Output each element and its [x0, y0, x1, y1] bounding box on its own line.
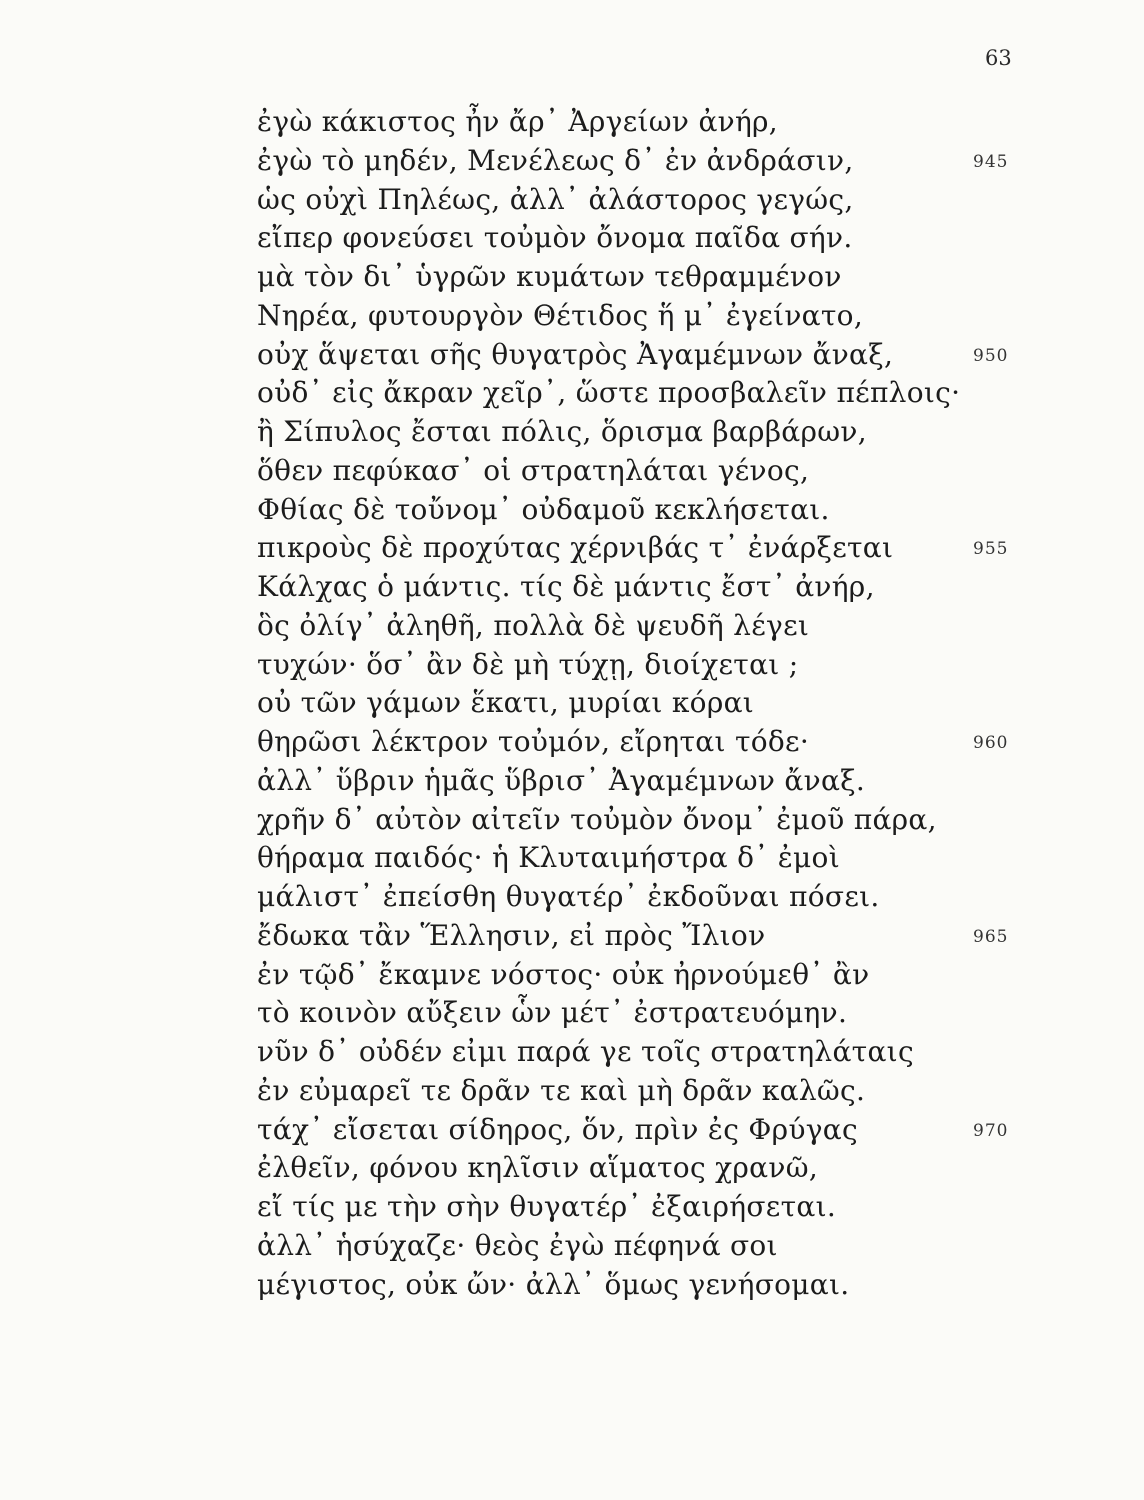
verse-line: ἐν εὐμαρεῖ τε δρᾶν τε καὶ μὴ δρᾶν καλῶς. [257, 1073, 866, 1107]
line-number: 965 [973, 926, 1009, 947]
verse-line: ἐν τῷδ᾽ ἔκαμνε νόστος· οὐκ ἠρνούμεθ᾽ ἂν [257, 957, 870, 991]
verse-line: οὐ τῶν γάμων ἕκατι, μυρίαι κόραι [257, 686, 755, 720]
verse-line: εἴ τίς με τὴν σὴν θυγατέρ᾽ ἐξαιρήσεται. [257, 1190, 837, 1223]
verse-line: οὐδ᾽ εἰς ἄκραν χεῖρ᾽, ὥστε προσβαλεῖν πέπλοις· [257, 376, 961, 410]
verse-line: τὸ κοινὸν αὔξειν ὧν μέτ᾽ ἐστρατευόμην. [257, 996, 848, 1030]
verse-line: τυχών· ὅσ᾽ ἂν δὲ μὴ τύχῃ, διοίχεται ; [257, 647, 799, 681]
verse-line: ἐλθεῖν, φόνου κηλῖσιν αἵματος χρανῶ, [257, 1151, 819, 1185]
page-number: 63 [985, 46, 1012, 70]
verse-line: ἀλλ᾽ ὕβριν ἡμᾶς ὕβρισ᾽ Ἀγαμέμνων ἄναξ. [257, 763, 866, 797]
line-number: 955 [973, 539, 1009, 560]
line-number: 970 [973, 1120, 1009, 1141]
verse-line: ὅθεν πεφύκασ᾽ οἱ στρατηλάται γένος, [257, 453, 810, 487]
verse-line: μέγιστος, οὐκ ὤν· ἀλλ᾽ ὅμως γενήσομαι. [257, 1267, 850, 1301]
verse-line: τάχ᾽ εἴσεται σίδηρος, ὅν, πρὶν ἐς Φρύγας [257, 1112, 858, 1146]
verse-line: οὐχ ἅψεται σῆς θυγατρὸς Ἀγαμέμνων ἄναξ, [257, 337, 894, 371]
verse-line: ἔδωκα τἂν Ἕλλησιν, εἰ πρὸς Ἴλιον [257, 918, 766, 952]
verse-line: χρῆν δ᾽ αὐτὸν αἰτεῖν τοὐμὸν ὄνομ᾽ ἐμοῦ πάρα, [257, 802, 937, 836]
verse-line: ἀλλ᾽ ἡσύχαζε· θεὸς ἐγὼ πέφηνά σοι [257, 1228, 778, 1262]
verse-line: ἢ Σίπυλος ἔσται πόλις, ὅρισμα βαρβάρων, [257, 415, 867, 448]
verse-line: Κάλχας ὁ μάντις. τίς δὲ μάντις ἔστ᾽ ἀνήρ, [257, 570, 875, 603]
verse-line: ὡς οὐχὶ Πηλέως, ἀλλ᾽ ἀλάστορος γεγώς, [257, 182, 854, 216]
verse-line: εἴπερ φονεύσει τοὐμὸν ὄνομα παῖδα σήν. [257, 221, 853, 255]
line-number: 960 [973, 733, 1009, 753]
verse-line: νῦν δ᾽ οὐδέν εἰμι παρά γε τοῖς στρατηλάταις [257, 1035, 914, 1068]
verse-line: Νηρέα, φυτουργὸν Θέτιδος ἥ μ᾽ ἐγείνατο, [257, 298, 864, 332]
verse-line: μὰ τὸν δι᾽ ὑγρῶν κυμάτων τεθραμμένον [257, 260, 842, 293]
verse-line: πικροὺς δὲ προχύτας χέρνιβάς τ᾽ ἐνάρξεται [257, 531, 894, 565]
verse-line: ὃς ὀλίγ᾽ ἀληθῆ, πολλὰ δὲ ψευδῆ λέγει [257, 608, 810, 642]
verse-line: θήραμα παιδός· ἡ Κλυταιμήστρα δ᾽ ἐμοὶ [257, 841, 840, 875]
verse-line: θηρῶσι λέκτρον τοὐμόν, εἴρηται τόδε· [257, 725, 810, 758]
line-number: 945 [973, 151, 1009, 172]
verse-line: μάλιστ᾽ ἐπείσθη θυγατέρ᾽ ἐκδοῦναι πόσει. [257, 880, 880, 913]
verse-line: ἐγὼ τὸ μηδέν, Μενέλεως δ᾽ ἐν ἀνδράσιν, [257, 143, 854, 177]
verse-line: Φθίας δὲ τοὔνομ᾽ οὐδαμοῦ κεκλήσεται. [257, 492, 830, 526]
line-number: 950 [973, 345, 1009, 366]
verse-line: ἐγὼ κάκιστος ἦν ἄρ᾽ Ἀργείων ἀνήρ, [257, 105, 779, 138]
verse-block [257, 103, 961, 1304]
